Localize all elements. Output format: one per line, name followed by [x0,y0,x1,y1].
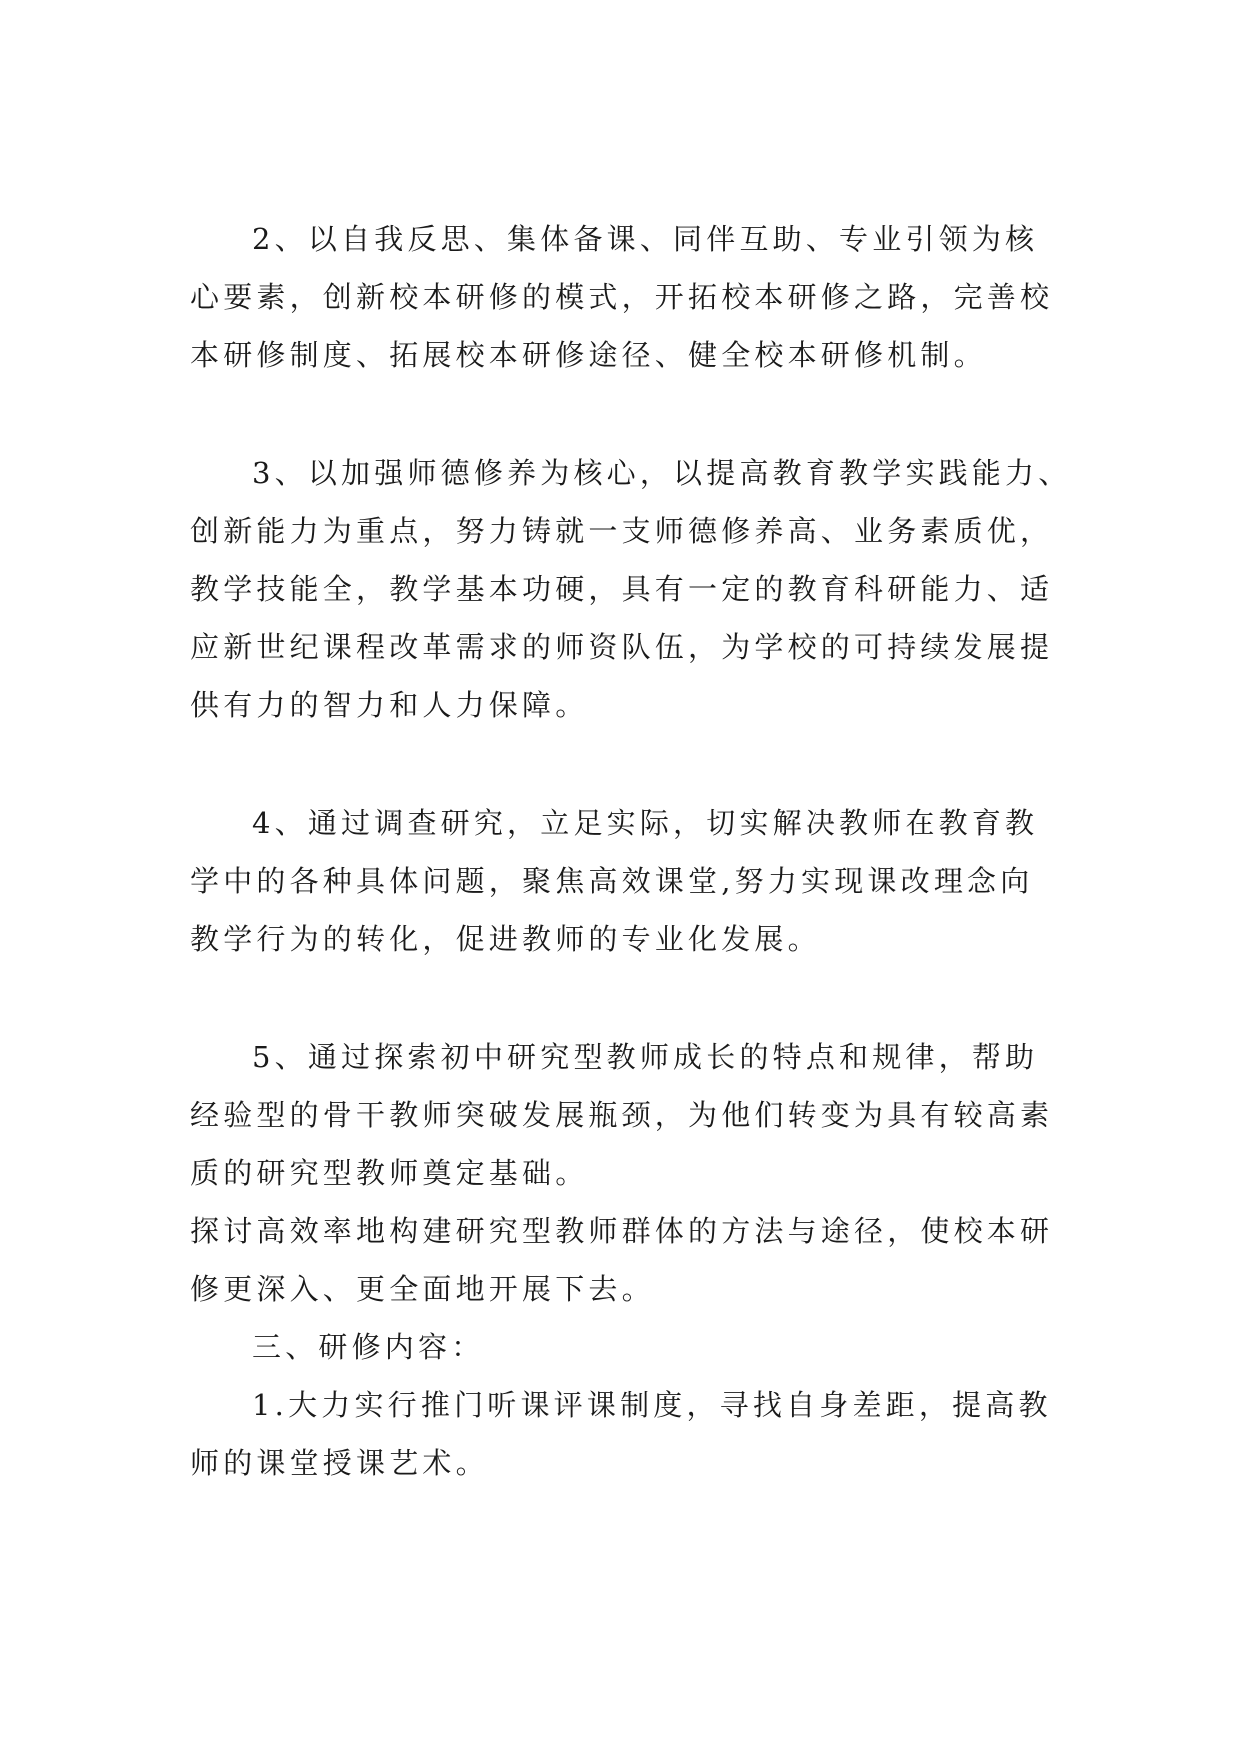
paragraph-5-line-2: 经验型的骨干教师突破发展瓶颈，为他们转变为具有较高素 [190,1098,1054,1132]
research-group-line-1: 探讨高效率地构建研究型教师群体的方法与途径，使校本研 [190,1214,1054,1248]
paragraph-4-line-3: 教学行为的转化，促进教师的专业化发展。 [190,922,821,956]
paragraph-3-line-3: 教学技能全，教学基本功硬，具有一定的教育科研能力、适 [190,572,1054,606]
paragraph-4-line-2: 学中的各种具体问题，聚焦高效课堂,努力实现课改理念向 [190,864,1034,898]
paragraph-gap [190,384,1070,444]
paragraph-gap [190,968,1070,1028]
paragraph-gap [190,734,1070,794]
research-content-item-1-line-2: 师的课堂授课艺术。 [190,1446,489,1480]
paragraph-3-line-5: 供有力的智力和人力保障。 [190,688,589,722]
research-content-item-1-line-1: 1.大力实行推门听课评课制度，寻找自身差距，提高教 [252,1388,1052,1422]
paragraph-2-line-2: 心要素，创新校本研修的模式，开拓校本研修之路，完善校 [190,280,1054,314]
paragraph-3-line-1: 3、以加强师德修养为核心，以提高教育教学实践能力、 [252,456,1072,490]
paragraph-3-line-2: 创新能力为重点，努力铸就一支师德修养高、业务素质优， [190,514,1054,548]
paragraph-2-line-1: 2、以自我反思、集体备课、同伴互助、专业引领为核 [252,222,1039,256]
paragraph-2-line-3: 本研修制度、拓展校本研修途径、健全校本研修机制。 [190,338,987,372]
document-body [190,210,1070,1492]
section-heading-research-content: 三、研修内容： [252,1330,485,1364]
research-group-line-2: 修更深入、更全面地开展下去。 [190,1272,655,1306]
paragraph-5-line-1: 5、通过探索初中研究型教师成长的特点和规律，帮助 [252,1040,1039,1074]
paragraph-4-line-1: 4、通过调查研究，立足实际，切实解决教师在教育教 [252,806,1039,840]
paragraph-5-line-3: 质的研究型教师奠定基础。 [190,1156,589,1190]
paragraph-3-line-4: 应新世纪课程改革需求的师资队伍，为学校的可持续发展提 [190,630,1054,664]
